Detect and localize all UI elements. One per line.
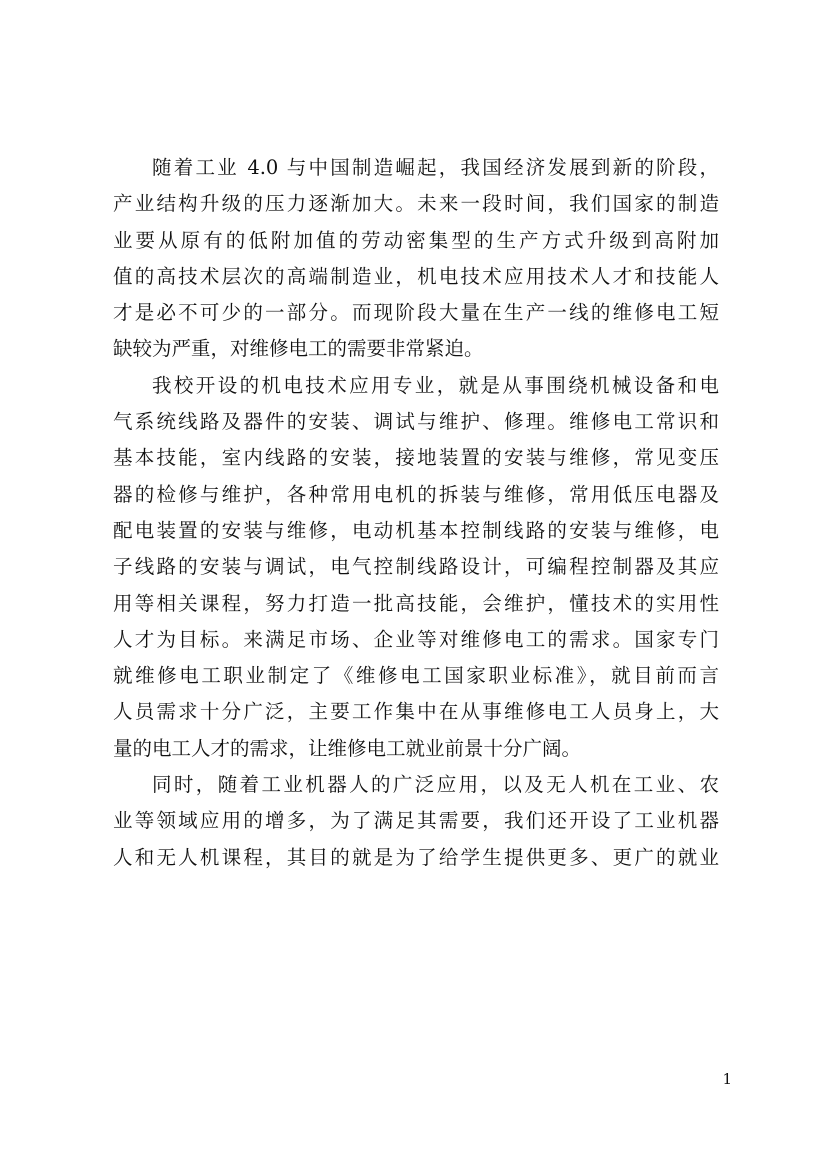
paragraph-line: 业要从原有的低附加值的劳动密集型的生产方式升级到高附加 <box>113 228 719 252</box>
paragraph-line: 人才为目标。来满足市场、企业等对维修电工的需求。国家专门 <box>113 627 719 651</box>
paragraph-2 <box>113 368 719 767</box>
paragraph-line: 就维修电工职业制定了《维修电工国家职业标准》，就目前而言 <box>113 664 719 688</box>
paragraph-line: 产业结构升级的压力逐渐加大。未来一段时间，我们国家的制造 <box>113 192 719 216</box>
body-text <box>113 150 719 876</box>
paragraph-line: 人和无人机课程，其目的就是为了给学生提供更多、更广的就业 <box>113 845 719 869</box>
paragraph-line: 气系统线路及器件的安装、调试与维护、修理。维修电工常识和 <box>113 410 719 434</box>
paragraph-line: 我校开设的机电技术应用专业，就是从事围绕机械设备和电 <box>152 373 719 397</box>
paragraph-line: 才是必不可少的一部分。而现阶段大量在生产一线的维修电工短 <box>113 301 719 325</box>
paragraph-line: 缺较为严重，对维修电工的需要非常紧迫。 <box>113 337 484 361</box>
paragraph-line: 人员需求十分广泛，主要工作集中在从事维修电工人员身上，大 <box>113 700 719 724</box>
paragraph-line: 基本技能，室内线路的安装，接地装置的安装与维修，常见变压 <box>113 446 719 470</box>
paragraph-line: 随着工业 4.0 与中国制造崛起，我国经济发展到新的阶段， <box>152 156 719 179</box>
paragraph-line: 子线路的安装与调试，电气控制线路设计，可编程控制器及其应 <box>113 555 719 579</box>
paragraph-line: 配电装置的安装与维修，电动机基本控制线路的安装与维修，电 <box>113 518 719 542</box>
paragraph-line: 量的电工人才的需求，让维修电工就业前景十分广阔。 <box>113 736 582 760</box>
page-number: 1 <box>722 1070 732 1088</box>
paragraph-line: 用等相关课程，努力打造一批高技能，会维护，懂技术的实用性 <box>113 591 719 615</box>
paragraph-line: 器的检修与维护，各种常用电机的拆装与维修，常用低压电器及 <box>113 482 719 506</box>
paragraph-line: 业等领域应用的增多，为了满足其需要，我们还开设了工业机器 <box>113 809 719 833</box>
paragraph-line: 同时，随着工业机器人的广泛应用，以及无人机在工业、农 <box>152 773 719 797</box>
paragraph-3 <box>113 767 719 876</box>
paragraph-1 <box>113 150 719 368</box>
paragraph-line: 值的高技术层次的高端制造业，机电技术应用技术人才和技能人 <box>113 264 719 288</box>
